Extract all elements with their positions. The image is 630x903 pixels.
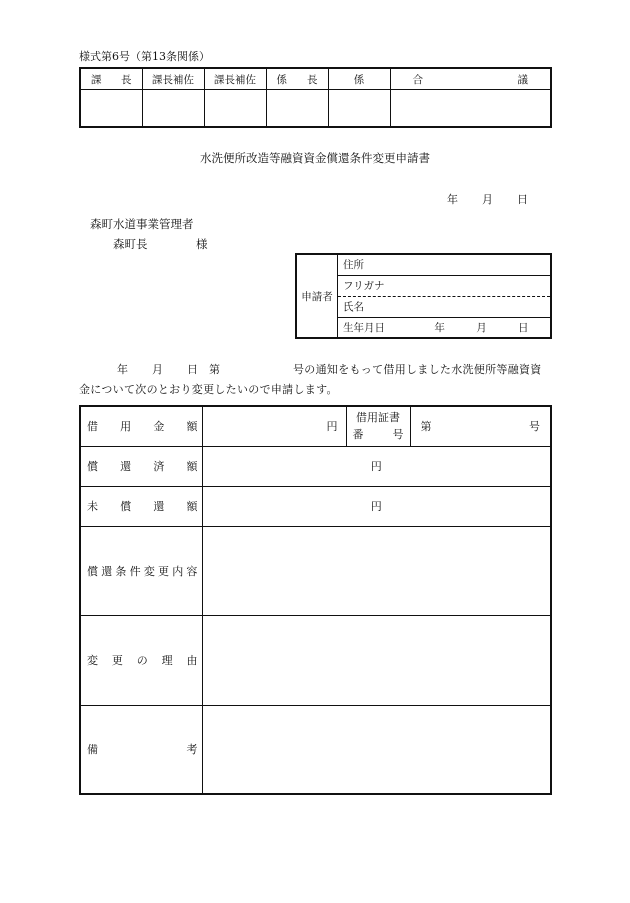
unpaid-yen: 円 — [370, 500, 382, 513]
date-year: 年 — [447, 193, 458, 206]
birthdate-label: 生年月日 — [343, 321, 385, 334]
form-label: 様式第6号（第13条関係） — [79, 50, 210, 63]
stamp-box[interactable] — [142, 90, 204, 128]
body-line1: 号の通知をもって借用しました水洗便所等融資資 — [293, 363, 542, 376]
main-table — [79, 405, 552, 795]
loan-amount-field[interactable] — [202, 406, 346, 446]
remarks-field[interactable] — [202, 705, 551, 794]
stamp-header-unit: 係 — [328, 68, 390, 90]
body-dai: 第 — [209, 363, 220, 376]
cert-no-prefix: 第 — [420, 420, 432, 434]
repaid-amount-field[interactable] — [202, 446, 551, 486]
approval-stamp-table — [79, 67, 552, 128]
body-day: 日 — [187, 363, 198, 376]
stamp-header-assistant-2: 課長補佐 — [204, 68, 266, 90]
applicant-label: 申請者 — [296, 254, 338, 338]
stamp-header-unit-chief: 係 長 — [266, 68, 328, 90]
repaid-amount-label: 償 還 済 額 — [80, 446, 202, 486]
cert-no-suffix: 号 — [529, 420, 540, 434]
addressee-line2: 森町長 — [113, 237, 148, 251]
furigana-label: フリガナ — [343, 280, 385, 292]
name-field[interactable] — [338, 296, 552, 317]
loan-amount-label: 借 用 金 額 — [80, 406, 202, 446]
birthdate-year: 年 — [434, 321, 445, 334]
unpaid-amount-field[interactable] — [202, 486, 551, 526]
body-line2: 金について次のとおり変更したいので申請します。 — [79, 383, 338, 396]
addressee-honorific: 様 — [196, 237, 208, 251]
applicant-box — [295, 253, 552, 339]
stamp-box[interactable] — [328, 90, 390, 128]
furigana-field[interactable] — [338, 275, 552, 296]
certificate-label-line1: 借用証書 — [356, 411, 400, 425]
birthdate-month: 月 — [476, 321, 487, 334]
address-label: 住所 — [343, 259, 364, 272]
body-year: 年 — [117, 363, 128, 376]
address-field[interactable] — [338, 254, 552, 275]
stamp-box[interactable] — [204, 90, 266, 128]
date-month: 月 — [482, 193, 493, 206]
reason-field[interactable] — [202, 615, 551, 705]
stamp-header-consultation: 合 議 — [390, 68, 551, 90]
certificate-label-line2: 番 号 — [352, 428, 404, 442]
body-month: 月 — [152, 363, 163, 376]
date-day: 日 — [517, 193, 528, 206]
change-content-field[interactable] — [202, 526, 551, 615]
birthdate-field[interactable] — [338, 317, 552, 338]
stamp-box[interactable] — [80, 90, 142, 128]
repaid-yen: 円 — [370, 460, 382, 473]
unpaid-amount-label: 未 償 還 額 — [80, 486, 202, 526]
reason-label: 変 更 の 理 由 — [80, 615, 202, 705]
addressee-line1: 森町水道事業管理者 — [90, 217, 194, 231]
stamp-box[interactable] — [266, 90, 328, 128]
certificate-number-label — [346, 406, 410, 446]
name-label: 氏名 — [343, 301, 364, 313]
page-title: 水洗便所改造等融資資金償還条件変更申請書 — [200, 151, 430, 165]
stamp-header-section-chief: 課 長 — [80, 68, 142, 90]
birthdate-day: 日 — [518, 321, 529, 334]
change-content-label: 償 還 条 件 変 更 内 容 — [80, 526, 202, 615]
remarks-label: 備 考 — [80, 705, 202, 794]
stamp-header-assistant-1: 課長補佐 — [142, 68, 204, 90]
certificate-number-field[interactable] — [410, 406, 551, 446]
stamp-box[interactable] — [390, 90, 551, 128]
loan-amount-yen: 円 — [326, 420, 338, 434]
